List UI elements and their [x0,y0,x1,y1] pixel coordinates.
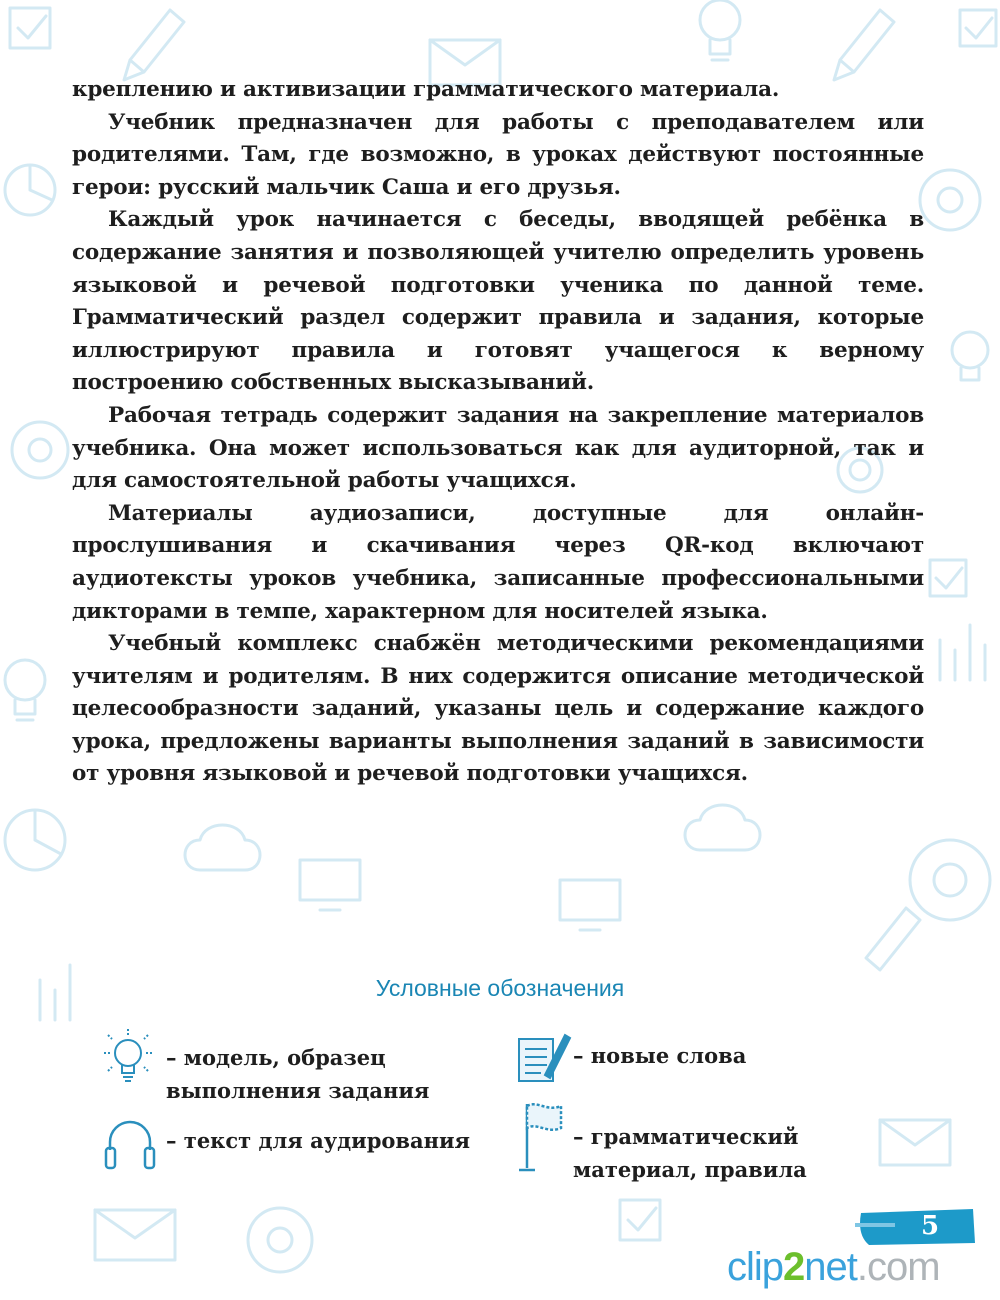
legend-label: – новые слова [573,1043,747,1068]
doodle-monitor-icon [300,860,360,910]
legend-label: – модель, образец выполнения задания [166,1045,430,1103]
paragraph: Учебный комплекс снабжён методическими рекомендациями учителям и родителям. В них содержится описание методической целесообразности заданий, указаны цель и содержание каждого урока, предложены варианты выполнения заданий в зависимости от уровня языковой и речевой подготовки учащихся. [72,631,924,787]
lightbulb-icon [100,1025,160,1095]
doodle-cloud-icon [185,825,260,870]
legend-item-grammar [513,1098,913,1186]
legend-label: – текст для аудирования [166,1128,471,1153]
paragraph: Каждый урок начинается с беседы, вводящей ребёнка в содержание занятия и позволяющей учителю определить уровень языковой и речевой подготовки ученика по данной теме. Грамматический раздел содержит правила и задания, которые иллюстрируют правила и готовят учащегося к верному построению собственных высказываний. [72,207,924,396]
legend-item-words [513,1025,746,1095]
paragraph: креплению и активизации грамматического материала. [72,77,780,102]
headphones-icon [100,1110,160,1180]
doodle-gear-icon [910,840,990,920]
legend-item-audio [100,1110,470,1180]
doodle-pie-icon [5,810,65,870]
paragraph: Рабочая тетрадь содержит задания на закрепление материалов учебника. Она может использоваться как для аудиторной, так и для самостоятельной работы учащихся. [72,402,924,494]
doodle-gear-icon [248,1208,312,1272]
doodle-pie-icon [5,165,55,215]
doodle-checkbox-icon [620,1200,660,1240]
doodle-checkbox-icon [10,8,50,48]
doodle-bar-chart-icon [940,625,985,680]
doodle-gear-icon [12,422,68,478]
legend-label: – грамматический материал, правила [573,1124,807,1182]
paragraph: Учебник предназначен для работы с преподавателем или родителями. Там, где возможно, в уроках действуют постоянные герои: русский мальчик Саша и его друзья. [72,109,924,200]
doodle-pencil-icon [124,10,184,80]
doodle-lightbulb-icon [700,0,740,60]
doodle-envelope-icon [95,1210,175,1260]
flag-icon [513,1098,573,1178]
paragraph: Материалы аудиозаписи, доступные для онлайн-прослушивания и скачивания через QR-код включают аудиотексты уроков учебника, записанные профессиональными дикторами в темпе, характерном для носителей языка. [72,500,924,624]
doodle-gear-icon [920,170,980,230]
legend-title: Условные обозначения [375,975,625,1001]
page-number: 5 [920,1211,940,1241]
doodle-checkbox-icon [960,10,996,46]
clip2net-watermark: clip2net.com [727,1245,940,1289]
doodle-pencil-icon [866,908,920,970]
doodle-cloud-icon [685,805,760,850]
legend-item-model [100,1025,456,1107]
doodle-lightbulb-icon [5,660,45,720]
doodle-monitor-icon [560,880,620,930]
doodle-checkbox-icon [930,560,966,596]
doodle-lightbulb-icon [952,332,988,380]
notepad-pen-icon [513,1025,573,1095]
doodle-pencil-icon [834,10,894,80]
main-text [72,74,924,791]
